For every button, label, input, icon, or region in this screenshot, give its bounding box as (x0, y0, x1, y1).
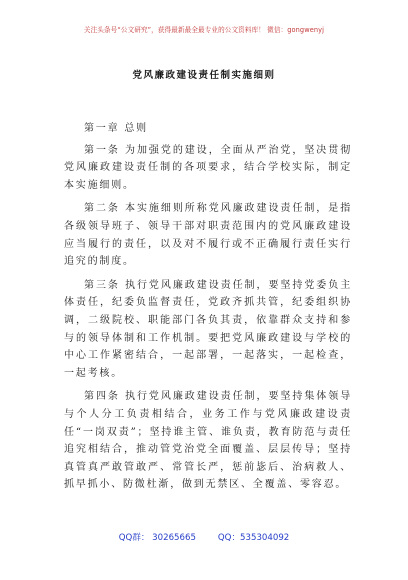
footer-contact (0, 531, 408, 543)
qq-group-number: QQ群： 30265665 (118, 533, 196, 543)
header-banner: 关注头条号“公文研究”，获得最新最全最专业的公文资料库！ 微信：gongwenyj (83, 26, 325, 34)
article-1: 第一条 为加强党的建设，全面从严治党，坚决贯彻党风廉政建设责任制的各项要求，结合学校实际，制定本实施细则。 (64, 144, 352, 191)
document-title: 党风廉政建设责任制实施细则 (132, 70, 276, 81)
document-body (64, 120, 352, 500)
qq-number: QQ：535304092 (217, 533, 290, 543)
chapter-heading: 第一章 总则 (84, 123, 148, 134)
article-2: 第二条 本实施细则所称党风廉政建设责任制，是指各级领导班子、领导干部对职责范围内的党风廉政建设应当履行的责任，以及对不履行或不正确履行责任实行追究的制度。 (64, 203, 352, 268)
article-4: 第四条 执行党风廉政建设责任制，要坚持集体领导与个人分工负责相结合，业务工作与党风廉政建设责任“一岗双责”；坚持谁主管、谁负责，教育防范与责任追究相结合，推动管党治党全面覆盖、层层传导；坚持真管真严敢管敢严、常管长严，惩前毖后、治病救人、抓早抓小、防微杜渐，做到无禁区、全覆盖、零容忍。 (64, 391, 352, 491)
article-3: 第三条 执行党风廉政建设责任制，要坚持党委负主体责任，纪委负监督责任，党政齐抓共管，纪委组织协调，二级院校、职能部门各负其责，依靠群众支持和参与的领导体制和工作机制。要把党风廉政建设与学校的中心工作紧密结合，一起部署，一起落实，一起检查，一起考核。 (64, 279, 352, 379)
